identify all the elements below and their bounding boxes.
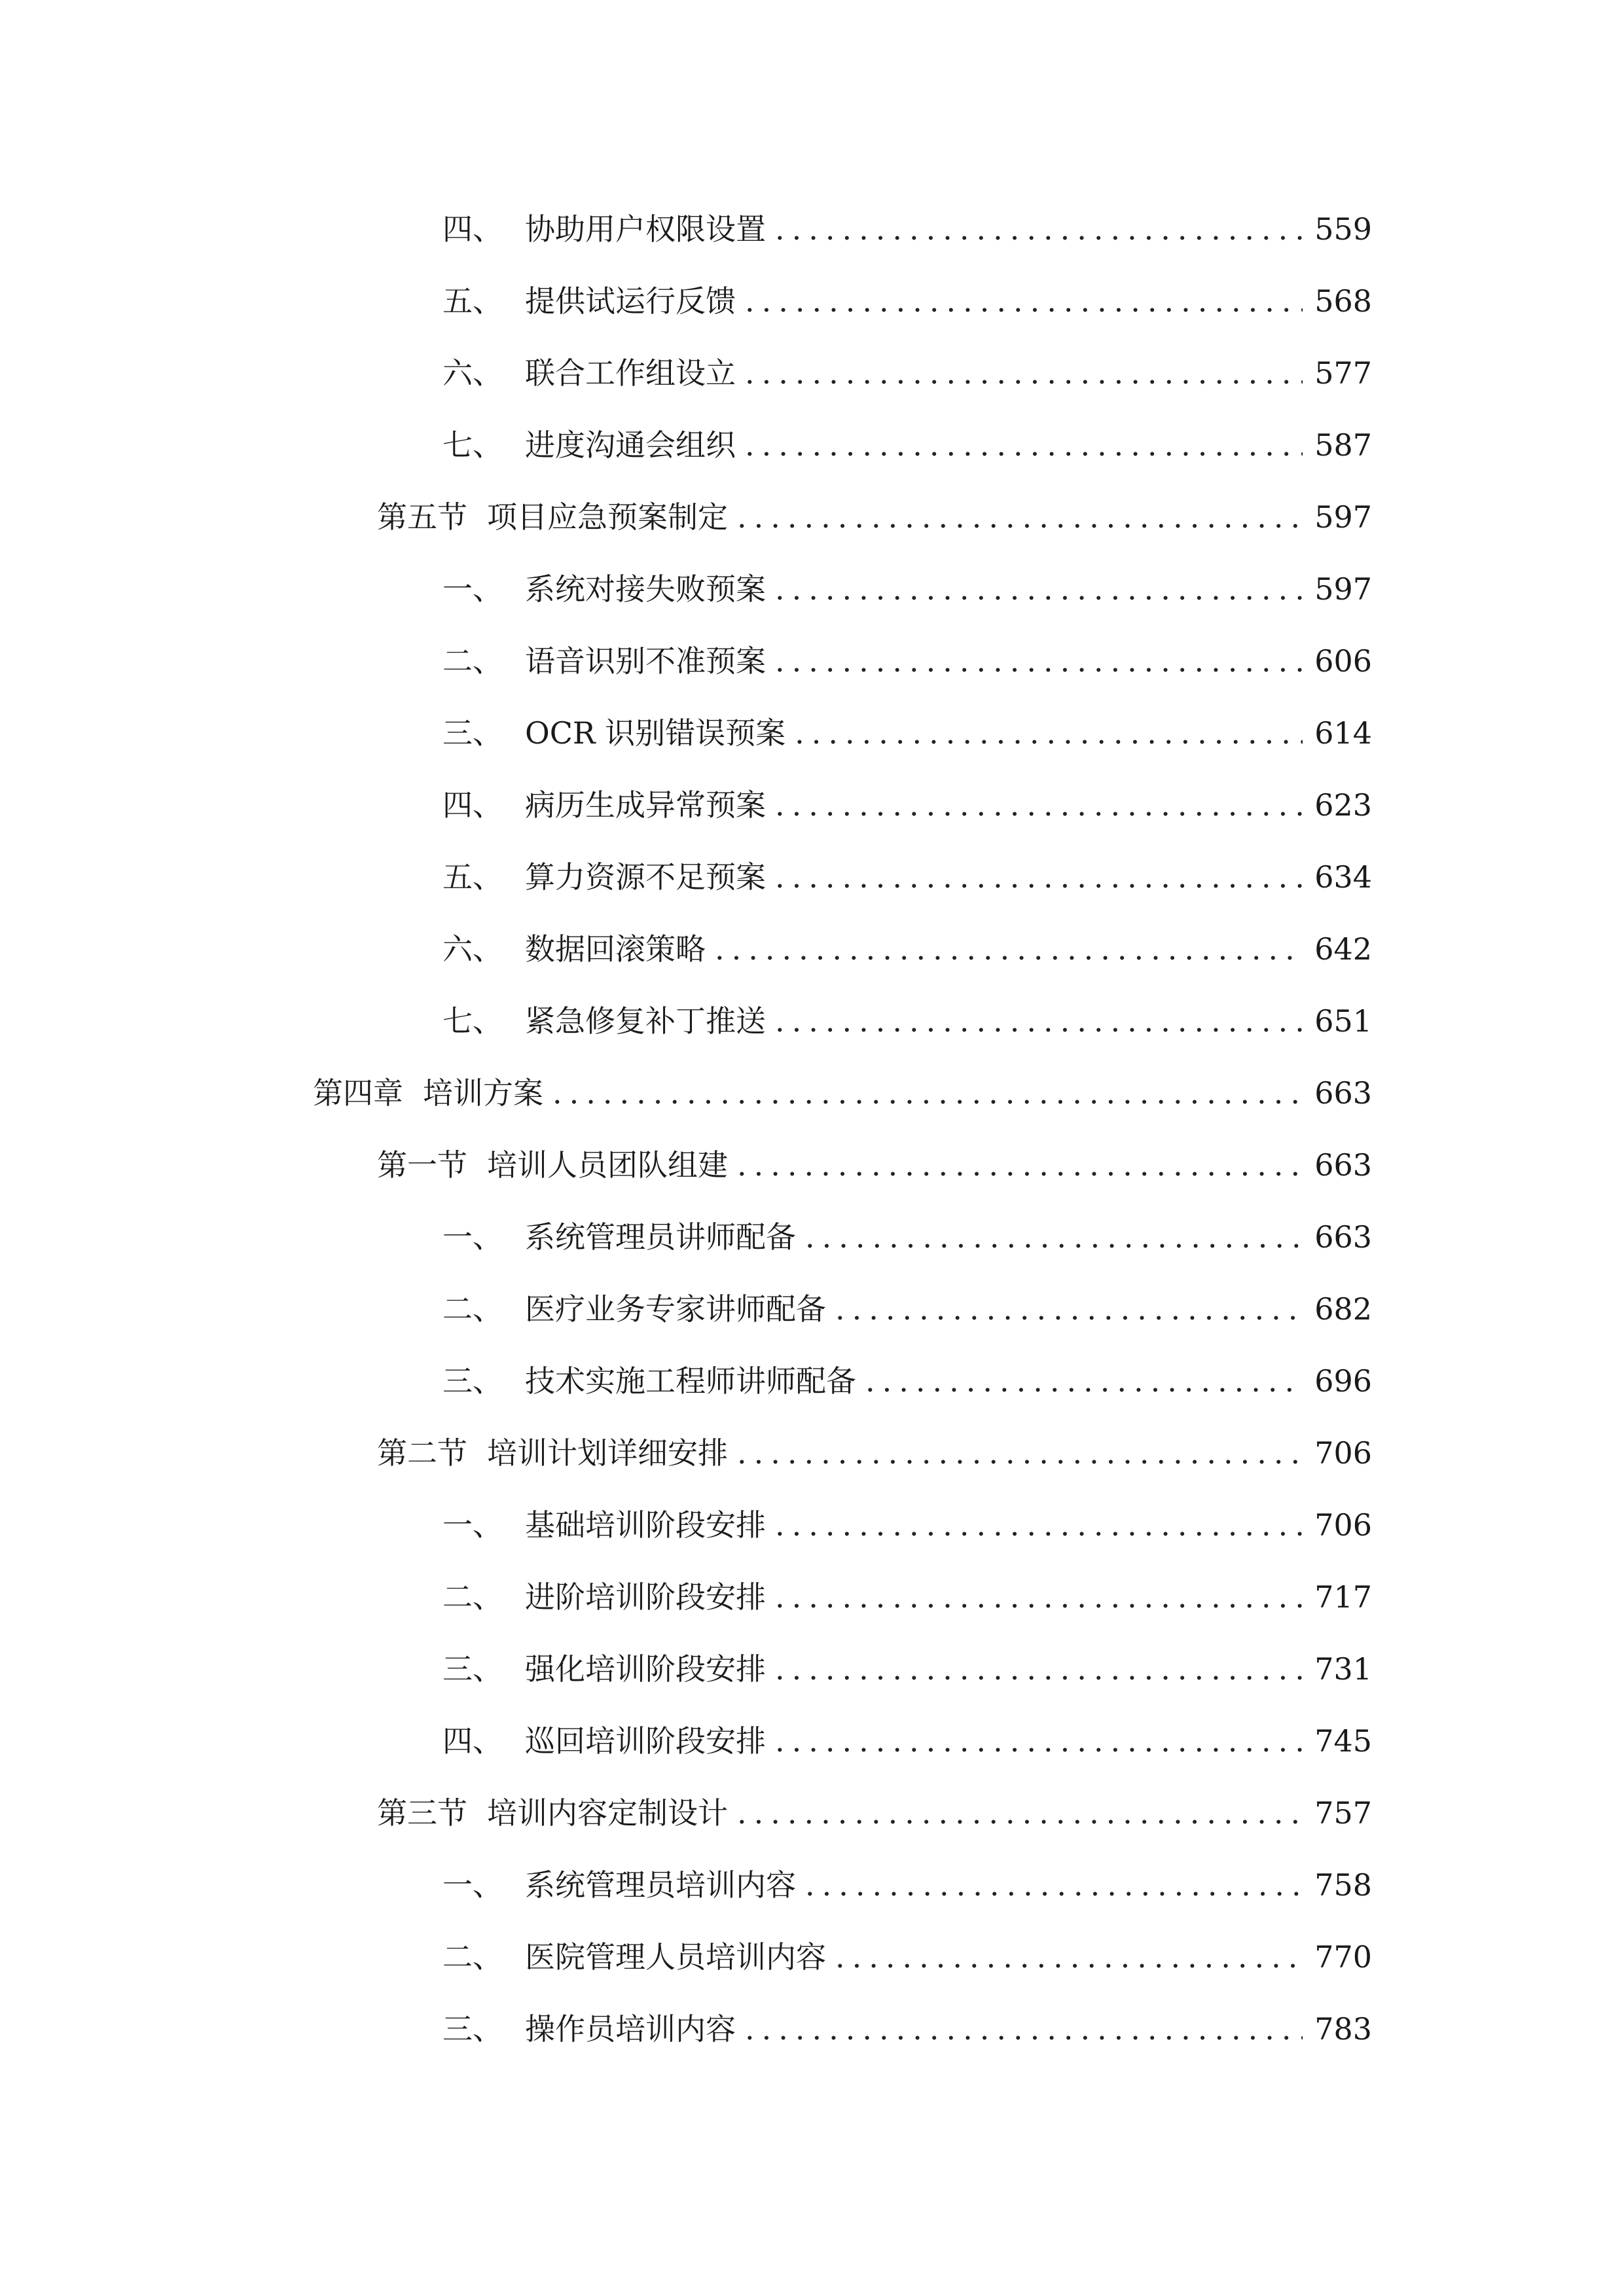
- toc-entry-number: 第四章: [313, 1075, 403, 1111]
- toc-entry-title: 系统管理员讲师配备: [525, 1219, 796, 1255]
- toc-entry-page: 651: [1314, 1003, 1372, 1039]
- toc-entry-number: 一、: [442, 1507, 503, 1543]
- toc-dot-leader: [737, 491, 1303, 543]
- toc-entry-title: 语音识别不准预案: [525, 643, 766, 679]
- toc-entry-page: 706: [1314, 1435, 1372, 1471]
- toc-section-entry[interactable]: [377, 1427, 1372, 1479]
- toc-entry-page: 559: [1314, 211, 1372, 247]
- toc-dot-leader: [775, 1715, 1303, 1767]
- toc-dot-leader: [805, 1859, 1303, 1911]
- toc-entry[interactable]: [442, 1211, 1372, 1263]
- toc-dot-leader: [737, 1787, 1303, 1839]
- toc-dot-leader: [737, 1427, 1303, 1479]
- toc-entry-title: 病历生成异常预案: [525, 787, 766, 823]
- toc-section-entry[interactable]: [377, 491, 1372, 543]
- toc-entry-number: 二、: [442, 1291, 503, 1327]
- toc-dot-leader: [835, 1931, 1303, 1983]
- toc-entry-number: 一、: [442, 571, 503, 607]
- toc-dot-leader: [745, 2003, 1303, 2055]
- toc-entry-page: 634: [1314, 859, 1372, 895]
- toc-entry-title: 培训计划详细安排: [487, 1435, 728, 1471]
- toc-entry-page: 577: [1314, 355, 1372, 391]
- toc-dot-leader: [775, 635, 1303, 687]
- toc-entry[interactable]: [442, 851, 1372, 903]
- toc-entry[interactable]: [442, 1499, 1372, 1551]
- toc-entry-title: 培训人员团队组建: [487, 1147, 728, 1183]
- toc-entry-title: 技术实施工程师讲师配备: [525, 1363, 856, 1399]
- toc-entry-page: 731: [1314, 1651, 1372, 1687]
- toc-entry-number: 一、: [442, 1867, 503, 1903]
- toc-entry-number: 三、: [442, 2011, 503, 2047]
- toc-entry-title: 数据回滚策略: [525, 931, 706, 967]
- toc-entry-page: 663: [1314, 1219, 1372, 1255]
- toc-entry-page: 597: [1314, 499, 1372, 535]
- toc-entry-page: 642: [1314, 931, 1372, 967]
- toc-section-entry[interactable]: [377, 1787, 1372, 1839]
- toc-entry[interactable]: [442, 1355, 1372, 1407]
- toc-entry-number: 六、: [442, 931, 503, 967]
- toc-dot-leader: [745, 419, 1303, 471]
- toc-dot-leader: [775, 203, 1303, 255]
- toc-dot-leader: [775, 1499, 1303, 1551]
- toc-dot-leader: [745, 347, 1303, 399]
- toc-dot-leader: [795, 707, 1303, 759]
- toc-entry[interactable]: [442, 635, 1372, 687]
- toc-dot-leader: [805, 1211, 1303, 1263]
- toc-entry[interactable]: [442, 1643, 1372, 1695]
- toc-entry[interactable]: [442, 779, 1372, 831]
- toc-entry-page: 682: [1314, 1291, 1372, 1327]
- toc-entry[interactable]: [442, 203, 1372, 255]
- toc-entry-title: 协助用户权限设置: [525, 211, 766, 247]
- toc-entry-page: 745: [1314, 1723, 1372, 1759]
- toc-entry-number: 一、: [442, 1219, 503, 1255]
- toc-entry-number: 四、: [442, 211, 503, 247]
- toc-entry-number: 二、: [442, 1579, 503, 1615]
- toc-dot-leader: [745, 275, 1303, 327]
- toc-entry-title: 强化培训阶段安排: [525, 1651, 766, 1687]
- toc-entry-page: 770: [1314, 1939, 1372, 1975]
- toc-entry-page: 717: [1314, 1579, 1372, 1615]
- toc-entry-number: 六、: [442, 355, 503, 391]
- toc-dot-leader: [775, 1571, 1303, 1623]
- toc-entry-title: 医院管理人员培训内容: [525, 1939, 826, 1975]
- toc-dot-leader: [775, 851, 1303, 903]
- toc-entry-number: 第五节: [377, 499, 467, 535]
- toc-entry-number: 七、: [442, 1003, 503, 1039]
- toc-entry-page: 614: [1314, 715, 1372, 751]
- toc-entry-page: 706: [1314, 1507, 1372, 1543]
- toc-entry-title: 算力资源不足预案: [525, 859, 766, 895]
- toc-entry-number: 第一节: [377, 1147, 467, 1183]
- toc-entry-title: 系统对接失败预案: [525, 571, 766, 607]
- toc-entry-title: 培训方案: [423, 1075, 543, 1111]
- toc-entry-page: 758: [1314, 1867, 1372, 1903]
- toc-entry-number: 三、: [442, 1363, 503, 1399]
- toc-entry-number: 五、: [442, 283, 503, 319]
- toc-entry-number: 第二节: [377, 1435, 467, 1471]
- toc-entry[interactable]: [442, 1931, 1372, 1983]
- toc-entry[interactable]: [442, 563, 1372, 615]
- toc-entry-title: 基础培训阶段安排: [525, 1507, 766, 1543]
- toc-entry-page: 696: [1314, 1363, 1372, 1399]
- toc-entry-title: 巡回培训阶段安排: [525, 1723, 766, 1759]
- toc-entry[interactable]: [442, 1715, 1372, 1767]
- toc-entry[interactable]: [442, 1283, 1372, 1335]
- toc-dot-leader: [737, 1139, 1303, 1191]
- toc-entry[interactable]: [442, 995, 1372, 1047]
- toc-dot-leader: [865, 1355, 1303, 1407]
- toc-entry-page: 757: [1314, 1795, 1372, 1831]
- toc-entry[interactable]: [442, 419, 1372, 471]
- toc-entry[interactable]: [442, 1859, 1372, 1911]
- toc-entry-title: 培训内容定制设计: [487, 1795, 728, 1831]
- toc-entry-title: OCR 识别错误预案: [525, 715, 786, 751]
- toc-entry-number: 二、: [442, 1939, 503, 1975]
- toc-dot-leader: [552, 1067, 1303, 1119]
- toc-section-entry[interactable]: [377, 1139, 1372, 1191]
- toc-entry-page: 663: [1314, 1075, 1372, 1111]
- toc-dot-leader: [835, 1283, 1303, 1335]
- toc-entry-number: 二、: [442, 643, 503, 679]
- toc-entry-number: 五、: [442, 859, 503, 895]
- toc-entry[interactable]: [442, 923, 1372, 975]
- toc-entry-number: 四、: [442, 1723, 503, 1759]
- toc-entry-title: 紧急修复补丁推送: [525, 1003, 766, 1039]
- toc-dot-leader: [775, 1643, 1303, 1695]
- toc-entry-number: 三、: [442, 715, 503, 751]
- toc-entry[interactable]: [442, 707, 1372, 759]
- toc-entry[interactable]: [442, 2003, 1372, 2055]
- toc-entry-page: 597: [1314, 571, 1372, 607]
- toc-entry-page: 783: [1314, 2011, 1372, 2047]
- toc-entry[interactable]: [442, 347, 1372, 399]
- toc-entry-title: 系统管理员培训内容: [525, 1867, 796, 1903]
- toc-entry[interactable]: [442, 1571, 1372, 1623]
- toc-entry[interactable]: [442, 275, 1372, 327]
- toc-chapter-entry[interactable]: [313, 1067, 1372, 1119]
- toc-entry-page: 568: [1314, 283, 1372, 319]
- toc-dot-leader: [775, 779, 1303, 831]
- toc-entry-title: 提供试运行反馈: [525, 283, 736, 319]
- toc-entry-page: 623: [1314, 787, 1372, 823]
- toc-entry-number: 七、: [442, 427, 503, 463]
- toc-entry-title: 医疗业务专家讲师配备: [525, 1291, 826, 1327]
- toc-entry-title: 进度沟通会组织: [525, 427, 736, 463]
- toc-entry-page: 606: [1314, 643, 1372, 679]
- toc-dot-leader: [715, 923, 1303, 975]
- toc-entry-title: 项目应急预案制定: [487, 499, 728, 535]
- toc-entry-page: 587: [1314, 427, 1372, 463]
- toc-entry-title: 进阶培训阶段安排: [525, 1579, 766, 1615]
- toc-entry-page: 663: [1314, 1147, 1372, 1183]
- toc-dot-leader: [775, 995, 1303, 1047]
- toc-entry-number: 三、: [442, 1651, 503, 1687]
- toc-entry-title: 操作员培训内容: [525, 2011, 736, 2047]
- toc-entry-number: 第三节: [377, 1795, 467, 1831]
- toc-entry-title: 联合工作组设立: [525, 355, 736, 391]
- toc-entry-number: 四、: [442, 787, 503, 823]
- toc-dot-leader: [775, 563, 1303, 615]
